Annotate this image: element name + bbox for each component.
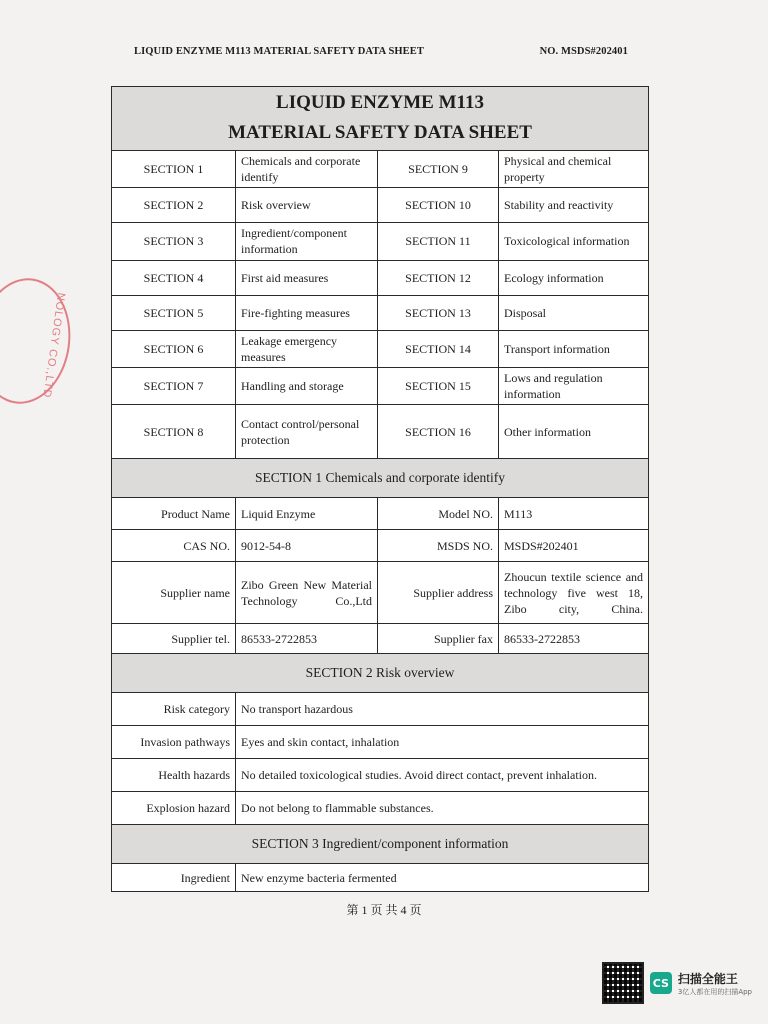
- risk-value: Do not belong to flammable substances.: [236, 792, 649, 825]
- supplier-address-label: Supplier address: [378, 562, 499, 624]
- ingredient-value: New enzyme bacteria fermented: [236, 864, 649, 892]
- model-label: Model NO.: [378, 498, 499, 530]
- supplier-address-value: Zhoucun textile science and technology five west 18, Zibo city, China.: [499, 562, 649, 624]
- toc-section-label: SECTION 1: [112, 150, 236, 187]
- section-heading-row: [112, 459, 649, 498]
- toc-section-label: SECTION 6: [112, 330, 236, 367]
- info-row: [112, 498, 649, 530]
- qr-code-icon: [602, 962, 644, 1004]
- risk-value: No detailed toxicological studies. Avoid direct contact, prevent inhalation.: [236, 759, 649, 792]
- toc-section-name: Leakage emergency measures: [236, 330, 378, 367]
- risk-row: [112, 693, 649, 726]
- supplier-tel-label: Supplier tel.: [112, 624, 236, 654]
- toc-section-name: Fire-fighting measures: [236, 295, 378, 330]
- toc-row: [112, 150, 649, 187]
- toc-section-name: Contact control/personal protection: [236, 405, 378, 459]
- info-row: [112, 530, 649, 562]
- toc-section-label: SECTION 10: [378, 188, 499, 223]
- ingredient-row: [112, 864, 649, 892]
- risk-value: No transport hazardous: [236, 693, 649, 726]
- toc-row: [112, 188, 649, 223]
- toc-section-label: SECTION 5: [112, 295, 236, 330]
- section3-heading: SECTION 3 Ingredient/component information: [112, 825, 649, 864]
- msds-value: MSDS#202401: [499, 530, 649, 562]
- risk-label: Explosion hazard: [112, 792, 236, 825]
- toc-section-label: SECTION 9: [378, 150, 499, 187]
- toc-row: [112, 330, 649, 367]
- toc-section-name: Lows and regulation information: [499, 368, 649, 405]
- brand-text: [678, 970, 752, 997]
- info-row: [112, 562, 649, 624]
- toc-section-label: SECTION 15: [378, 368, 499, 405]
- toc-section-name: Ecology information: [499, 260, 649, 295]
- stamp-text: NOLOGY CO.,LTD: [40, 291, 68, 399]
- toc-section-name: First aid measures: [236, 260, 378, 295]
- risk-row: [112, 792, 649, 825]
- section2-heading: SECTION 2 Risk overview: [112, 654, 649, 693]
- product-name-value: Liquid Enzyme: [236, 498, 378, 530]
- toc-section-name: Physical and chemical property: [499, 150, 649, 187]
- title-cell: [112, 87, 649, 151]
- info-row: [112, 624, 649, 654]
- toc-section-label: SECTION 3: [112, 223, 236, 260]
- section-heading-row: [112, 654, 649, 693]
- header-doc-title: LIQUID ENZYME M113 MATERIAL SAFETY DATA SHEET: [134, 46, 424, 57]
- toc-section-name: Disposal: [499, 295, 649, 330]
- product-name-label: Product Name: [112, 498, 236, 530]
- toc-section-label: SECTION 4: [112, 260, 236, 295]
- toc-section-label: SECTION 2: [112, 188, 236, 223]
- toc-section-label: SECTION 8: [112, 405, 236, 459]
- supplier-tel-value: 86533-2722853: [236, 624, 378, 654]
- brand-tagline: 3亿人都在用的扫描App: [677, 987, 752, 996]
- supplier-name-value: Zibo Green New Material Technology Co.,Ltd: [236, 562, 378, 624]
- risk-row: [112, 759, 649, 792]
- ingredient-label: Ingredient: [112, 864, 236, 892]
- toc-section-label: SECTION 11: [378, 223, 499, 260]
- toc-section-name: Stability and reactivity: [499, 188, 649, 223]
- toc-section-name: Ingredient/component information: [236, 223, 378, 260]
- header-doc-number: NO. MSDS#202401: [539, 46, 628, 57]
- toc-section-name: Toxicological information: [499, 223, 649, 260]
- toc-row: [112, 295, 649, 330]
- toc-section-name: Chemicals and corporate identify: [236, 150, 378, 187]
- toc-section-label: SECTION 14: [378, 330, 499, 367]
- camscanner-logo-icon: CS: [650, 972, 672, 994]
- risk-label: Invasion pathways: [112, 726, 236, 759]
- sheet-title-type: MATERIAL SAFETY DATA SHEET: [228, 121, 532, 143]
- msds-label: MSDS NO.: [378, 530, 499, 562]
- toc-row: [112, 405, 649, 459]
- toc-section-label: SECTION 12: [378, 260, 499, 295]
- supplier-fax-value: 86533-2722853: [499, 624, 649, 654]
- section1-heading: SECTION 1 Chemicals and corporate identify: [112, 459, 649, 498]
- page-header: [134, 46, 628, 57]
- cas-label: CAS NO.: [112, 530, 236, 562]
- risk-label: Risk category: [112, 693, 236, 726]
- toc-row: [112, 368, 649, 405]
- toc-section-name: Transport information: [499, 330, 649, 367]
- toc-section-label: SECTION 13: [378, 295, 499, 330]
- section-heading-row: [112, 825, 649, 864]
- scanner-watermark: [602, 962, 752, 1004]
- toc-section-name: Other information: [499, 405, 649, 459]
- toc-row: [112, 223, 649, 260]
- risk-label: Health hazards: [112, 759, 236, 792]
- sheet-title-product: LIQUID ENZYME M113: [276, 92, 484, 113]
- brand-name: 扫描全能王: [677, 971, 738, 986]
- supplier-fax-label: Supplier fax: [378, 624, 499, 654]
- risk-row: [112, 726, 649, 759]
- toc-section-name: Handling and storage: [236, 368, 378, 405]
- toc-section-label: SECTION 7: [112, 368, 236, 405]
- model-value: M113: [499, 498, 649, 530]
- cas-value: 9012-54-8: [236, 530, 378, 562]
- toc-section-name: Risk overview: [236, 188, 378, 223]
- page-number-indicator: 第 1 页 共 4 页: [346, 903, 422, 917]
- risk-value: Eyes and skin contact, inhalation: [236, 726, 649, 759]
- title-row: [112, 87, 649, 151]
- toc-section-label: SECTION 16: [378, 405, 499, 459]
- company-seal-stamp: [0, 272, 78, 410]
- supplier-name-label: Supplier name: [112, 562, 236, 624]
- toc-row: [112, 260, 649, 295]
- msds-table: [111, 86, 649, 892]
